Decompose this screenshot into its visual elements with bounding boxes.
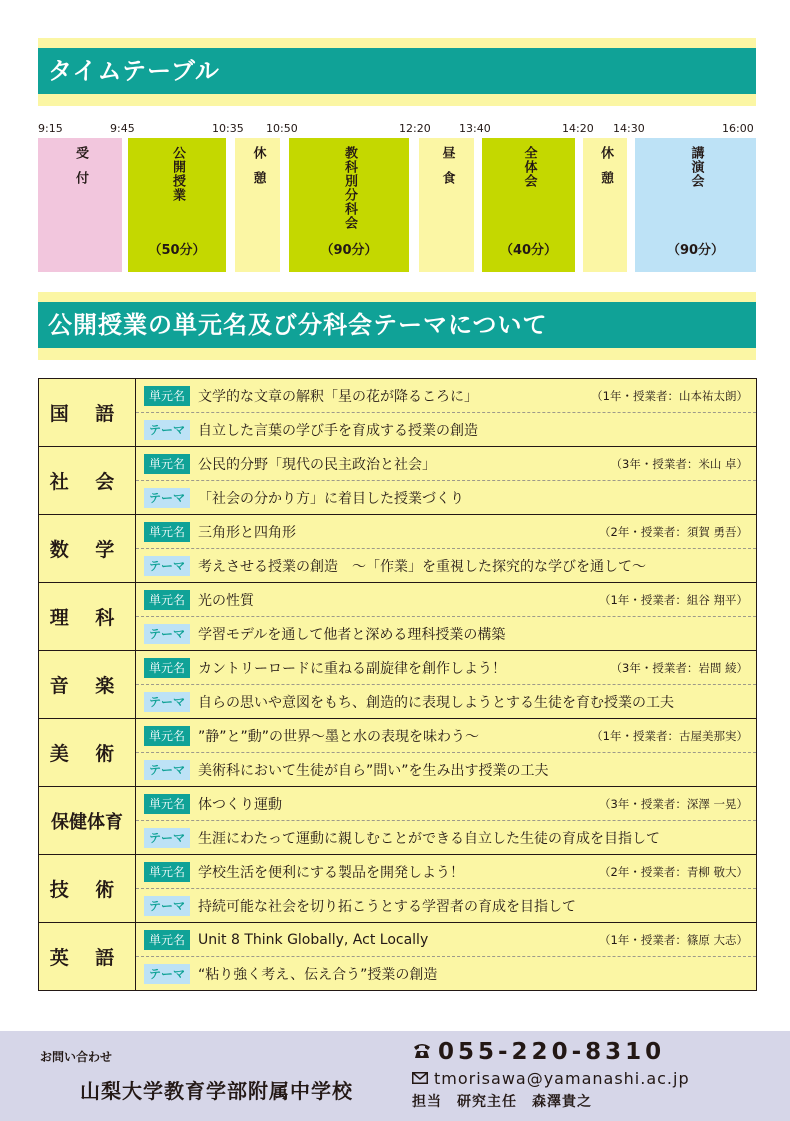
- unit-tag: 単元名: [144, 794, 190, 814]
- phone-line: [412, 1039, 665, 1065]
- teacher-info: （1年・授業者：篠原 大志）: [599, 932, 748, 947]
- theme-line: [136, 413, 756, 446]
- theme-text: 「社会の分かり方」に着目した授業づくり: [198, 490, 465, 507]
- subject-info: [136, 719, 757, 787]
- theme-tag: テーマ: [144, 488, 190, 508]
- time-label: 12:20: [399, 122, 431, 135]
- subject-info: [136, 515, 757, 583]
- theme-line: [136, 753, 756, 786]
- unit-line: [136, 515, 756, 549]
- unit-title: 学校生活を便利にする製品を開発しよう！: [198, 864, 465, 881]
- subject-name: 国 語: [39, 379, 136, 447]
- timetable-title: タイムテーブル: [38, 48, 756, 94]
- teacher-info: （3年・授業者：深澤 一晃）: [599, 796, 748, 811]
- unit-tag: 単元名: [144, 658, 190, 678]
- theme-tag: テーマ: [144, 420, 190, 440]
- timetable-block-lunch: [419, 138, 474, 272]
- subject-name: 技 術: [39, 855, 136, 923]
- unit-line: [136, 719, 756, 753]
- subject-row: [39, 651, 757, 719]
- time-label: 10:50: [266, 122, 298, 135]
- unit-tag: 単元名: [144, 454, 190, 474]
- unit-title: Unit 8 Think Globally, Act Locally: [198, 931, 429, 948]
- subject-name: 英 語: [39, 923, 136, 991]
- block-duration: （40分）: [499, 243, 558, 258]
- unit-title: 文学的な文章の解釈「星の花が降るころに」: [198, 388, 479, 405]
- block-label: 昼食: [439, 146, 455, 196]
- envelope-icon: [412, 1069, 428, 1088]
- theme-text: 学習モデルを通して他者と深める理科授業の構築: [198, 626, 506, 643]
- subject-info: [136, 855, 757, 923]
- theme-text: 美術科において生徒が自ら”問い”を生み出す授業の工夫: [198, 762, 549, 779]
- unit-tag: 単元名: [144, 930, 190, 950]
- time-label: 14:30: [613, 122, 645, 135]
- time-label: 10:35: [212, 122, 244, 135]
- block-label: 講演会: [688, 146, 704, 188]
- subject-row: [39, 583, 757, 651]
- unit-title: ”静”と”動”の世界～墨と水の表現を味わう～: [198, 728, 480, 745]
- subject-name: 数 学: [39, 515, 136, 583]
- theme-tag: テーマ: [144, 964, 190, 984]
- time-label: 13:40: [459, 122, 491, 135]
- theme-line: [136, 617, 756, 650]
- teacher-info: （2年・授業者：須賀 勇吾）: [599, 524, 748, 539]
- time-label: 16:00: [722, 122, 754, 135]
- time-label: 14:20: [562, 122, 594, 135]
- contact-person: 担当 研究主任 森澤貴之: [412, 1094, 592, 1110]
- subjects-header: [38, 292, 756, 360]
- subject-info: [136, 651, 757, 719]
- subject-info: [136, 379, 757, 447]
- email-address[interactable]: tmorisawa@yamanashi.ac.jp: [434, 1069, 690, 1088]
- subject-name: 理 科: [39, 583, 136, 651]
- subjects-title: 公開授業の単元名及び分科会テーマについて: [38, 302, 756, 348]
- timetable-block-open-class: [128, 138, 226, 272]
- teacher-info: （2年・授業者：青柳 敬大）: [599, 864, 748, 879]
- subject-name: 保健体育: [39, 787, 136, 855]
- theme-line: [136, 549, 756, 582]
- unit-line: [136, 787, 756, 821]
- subject-info: [136, 787, 757, 855]
- subject-name: 音 楽: [39, 651, 136, 719]
- footer: [0, 1031, 790, 1121]
- unit-title: 公民的分野「現代の民主政治と社会」: [198, 456, 437, 473]
- theme-text: 自立した言葉の学び手を育成する授業の創造: [198, 422, 479, 439]
- subject-info: [136, 923, 757, 991]
- subject-row: [39, 719, 757, 787]
- subject-row: [39, 787, 757, 855]
- teacher-info: （1年・授業者：山本祐太朗）: [591, 388, 748, 403]
- theme-text: “粘り強く考え、伝え合う”授業の創造: [198, 966, 438, 983]
- school-name: 山梨大学教育学部附属中学校: [80, 1079, 353, 1103]
- unit-title: カントリーロードに重ねる副旋律を創作しよう！: [198, 660, 507, 677]
- block-duration: （50分）: [148, 243, 206, 258]
- timetable-block-subject-sessions: [289, 138, 409, 272]
- block-label: 公開授業: [170, 146, 185, 202]
- unit-tag: 単元名: [144, 862, 190, 882]
- unit-line: [136, 923, 756, 957]
- timetable-block-plenary: [482, 138, 575, 272]
- block-label: 休憩: [250, 146, 266, 196]
- theme-tag: テーマ: [144, 896, 190, 916]
- theme-line: [136, 889, 756, 922]
- phone-icon: [412, 1039, 432, 1065]
- unit-line: [136, 379, 756, 413]
- unit-title: 光の性質: [198, 592, 255, 609]
- theme-tag: テーマ: [144, 760, 190, 780]
- timetable-block-lecture: [635, 138, 756, 272]
- subjects-table: [38, 378, 757, 991]
- block-label: 全体会: [521, 146, 537, 188]
- unit-tag: 単元名: [144, 386, 190, 406]
- subject-name: 美 術: [39, 719, 136, 787]
- unit-line: [136, 583, 756, 617]
- unit-line: [136, 651, 756, 685]
- email-line: [412, 1069, 690, 1088]
- theme-tag: テーマ: [144, 828, 190, 848]
- unit-title: 三角形と四角形: [198, 524, 297, 541]
- theme-text: 生涯にわたって運動に親しむことができる自立した生徒の育成を目指して: [198, 830, 661, 847]
- contact-label: お問い合わせ: [40, 1050, 113, 1064]
- teacher-info: （3年・授業者：岩間 綾）: [610, 660, 748, 675]
- subject-name: 社 会: [39, 447, 136, 515]
- timetable-header: [38, 38, 756, 106]
- time-label: 9:15: [38, 122, 63, 135]
- teacher-info: （1年・授業者：組谷 翔平）: [599, 592, 748, 607]
- unit-line: [136, 855, 756, 889]
- time-label: 9:45: [110, 122, 135, 135]
- unit-title: 体つくり運動: [198, 796, 283, 813]
- timetable-block-break: [235, 138, 280, 272]
- teacher-info: （1年・授業者：古屋美那実）: [591, 728, 748, 743]
- block-label: 受付: [73, 146, 88, 196]
- subject-row: [39, 379, 757, 447]
- theme-line: [136, 685, 756, 718]
- block-label: 休憩: [598, 146, 613, 196]
- subject-info: [136, 447, 757, 515]
- block-duration: （90分）: [320, 243, 378, 258]
- theme-tag: テーマ: [144, 692, 190, 712]
- theme-text: 考えさせる授業の創造 ～「作業」を重視した探究的な学びを通して～: [198, 558, 647, 575]
- block-label: 教科別分科会: [342, 146, 357, 230]
- phone-number[interactable]: 055-220-8310: [438, 1039, 666, 1065]
- block-duration: （90分）: [666, 243, 725, 258]
- timetable-block-break: [583, 138, 627, 272]
- theme-tag: テーマ: [144, 556, 190, 576]
- theme-text: 自らの思いや意図をもち、創造的に表現しようとする生徒を育む授業の工夫: [198, 694, 675, 711]
- subject-info: [136, 583, 757, 651]
- theme-text: 持続可能な社会を切り拓こうとする学習者の育成を目指して: [198, 898, 577, 915]
- timetable-block-reception: [38, 138, 122, 272]
- unit-tag: 単元名: [144, 522, 190, 542]
- theme-line: [136, 821, 756, 854]
- theme-tag: テーマ: [144, 624, 190, 644]
- theme-line: [136, 481, 756, 514]
- subject-row: [39, 855, 757, 923]
- subject-row: [39, 515, 757, 583]
- unit-line: [136, 447, 756, 481]
- teacher-info: （3年・授業者：米山 卓）: [610, 456, 748, 471]
- theme-line: [136, 957, 756, 990]
- unit-tag: 単元名: [144, 590, 190, 610]
- subject-row: [39, 923, 757, 991]
- unit-tag: 単元名: [144, 726, 190, 746]
- subject-row: [39, 447, 757, 515]
